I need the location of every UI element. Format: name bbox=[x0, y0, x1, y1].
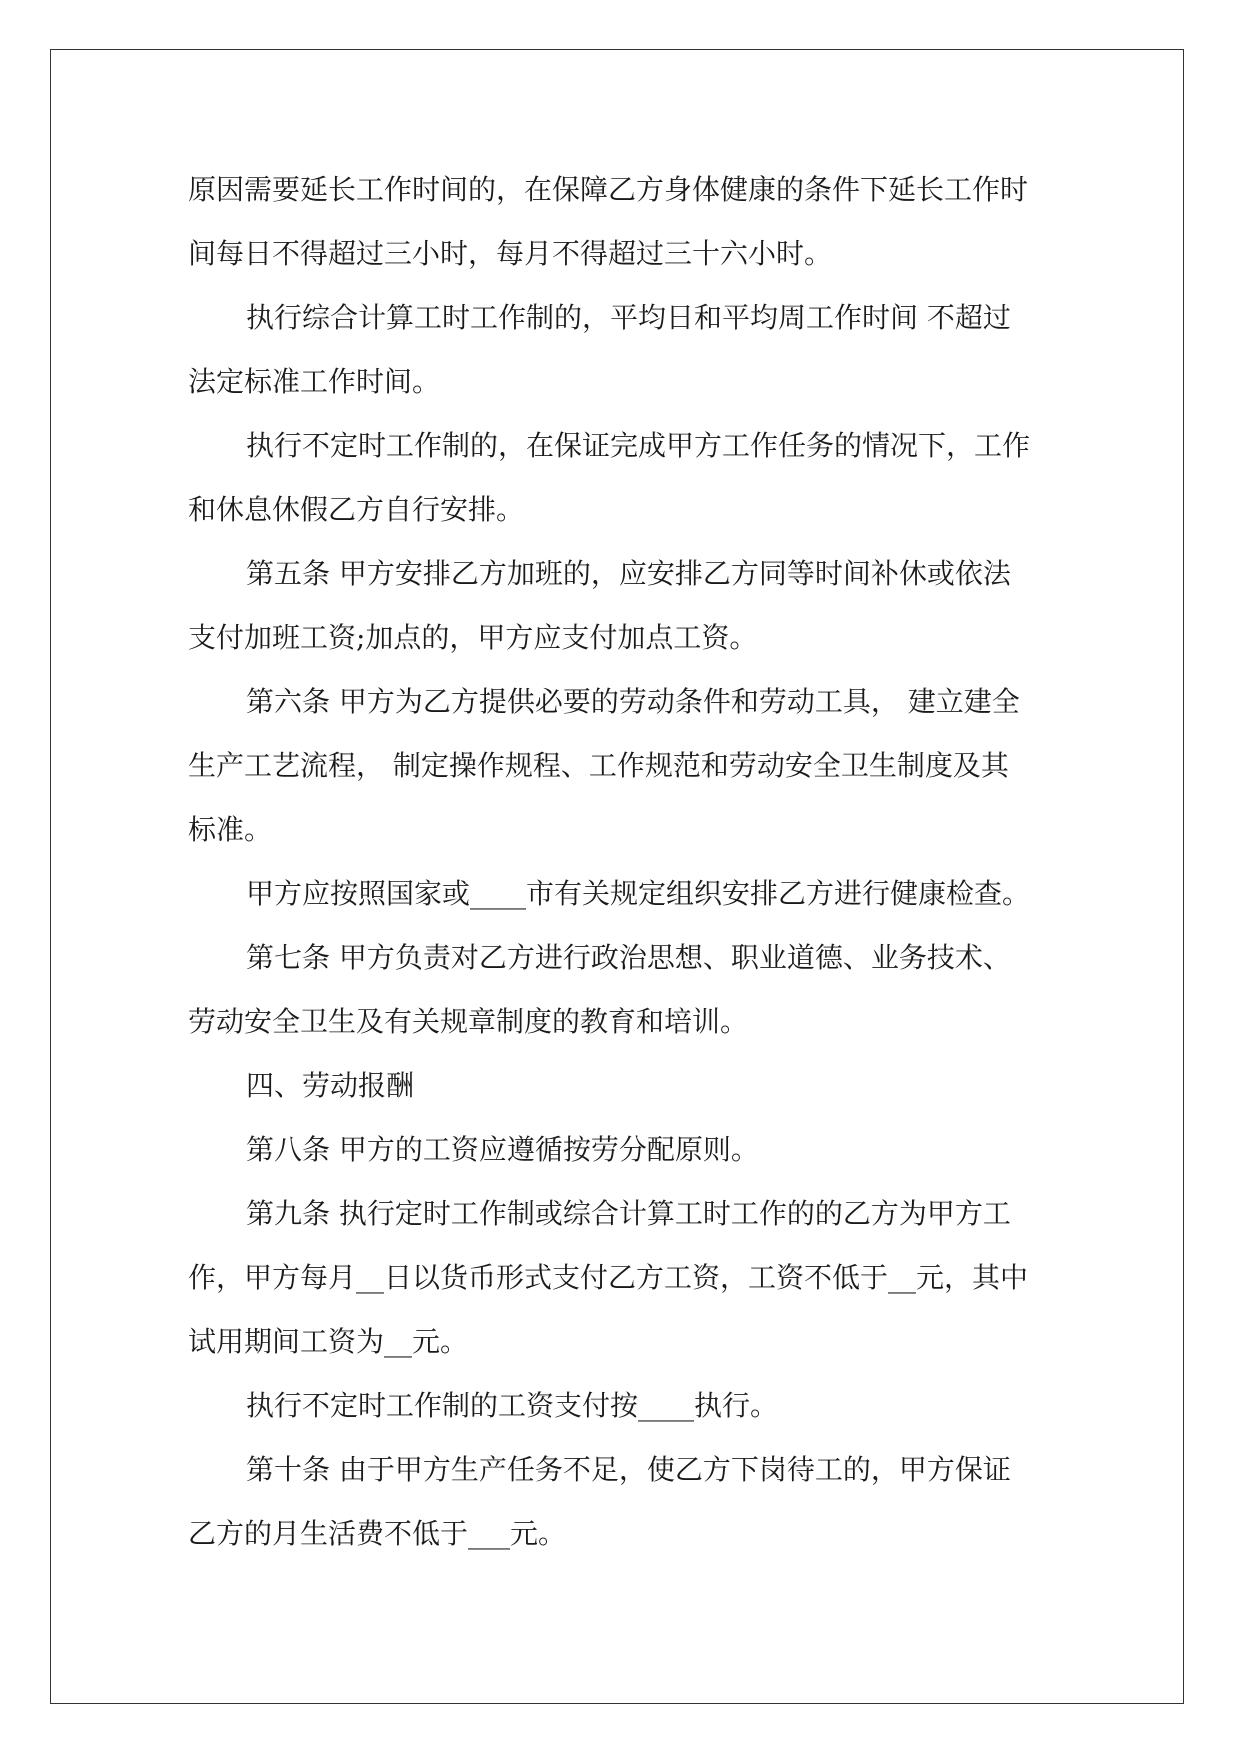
paragraph-article-6 bbox=[188, 670, 1048, 862]
text-line: 执行不定时工作制的，在保证完成甲方工作任务的情况下，工作 bbox=[246, 429, 1031, 462]
text-line: 甲方应按照国家或____市有关规定组织安排乙方进行健康检查。 bbox=[246, 877, 1031, 910]
paragraph-article-7 bbox=[188, 926, 1048, 1054]
text-line: 法定标准工作时间。 bbox=[188, 365, 441, 398]
paragraph-article-9 bbox=[188, 1182, 1048, 1374]
text-line: 第九条 执行定时工作制或综合计算工时工作的的乙方为甲方工 bbox=[246, 1197, 1011, 1230]
paragraph-flexible-wage bbox=[188, 1374, 1048, 1438]
text-line: 劳动安全卫生及有关规章制度的教育和培训。 bbox=[188, 1005, 749, 1038]
text-line: 试用期间工资为__元。 bbox=[188, 1325, 469, 1358]
section-heading: 四、劳动报酬 bbox=[246, 1069, 415, 1102]
text-line: 支付加班工资;加点的，甲方应支付加点工资。 bbox=[188, 621, 758, 654]
text-line: 第十条 由于甲方生产任务不足，使乙方下岗待工的，甲方保证 bbox=[246, 1453, 1011, 1486]
paragraph-health-check bbox=[188, 862, 1048, 926]
paragraph-overtime-limit bbox=[188, 158, 1048, 286]
text-line: 第五条 甲方安排乙方加班的，应安排乙方同等时间补休或依法 bbox=[246, 557, 1011, 590]
text-line: 和休息休假乙方自行安排。 bbox=[188, 493, 525, 526]
text-line: 执行综合计算工时工作制的，平均日和平均周工作时间 不超过 bbox=[246, 301, 1011, 334]
text-line: 原因需要延长工作时间的，在保障乙方身体健康的条件下延长工作时 bbox=[188, 173, 1029, 206]
text-line: 第六条 甲方为乙方提供必要的劳动条件和劳动工具， 建立建全 bbox=[246, 685, 1020, 718]
paragraph-article-10 bbox=[188, 1438, 1048, 1566]
text-line: 执行不定时工作制的工资支付按____执行。 bbox=[246, 1389, 779, 1422]
section-heading-remuneration bbox=[188, 1054, 1048, 1118]
text-line: 间每日不得超过三小时，每月不得超过三十六小时。 bbox=[188, 237, 833, 270]
text-line: 第七条 甲方负责对乙方进行政治思想、职业道德、业务技术、 bbox=[246, 941, 1011, 974]
paragraph-article-8 bbox=[188, 1118, 1048, 1182]
paragraph-flexible-hours bbox=[188, 414, 1048, 542]
paragraph-article-5 bbox=[188, 542, 1048, 670]
text-line: 第八条 甲方的工资应遵循按劳分配原则。 bbox=[246, 1133, 759, 1166]
text-line: 标准。 bbox=[188, 813, 273, 846]
text-line: 生产工艺流程， 制定操作规程、工作规范和劳动安全卫生制度及其 bbox=[188, 749, 1009, 782]
paragraph-comprehensive-hours bbox=[188, 286, 1048, 414]
text-line: 乙方的月生活费不低于___元。 bbox=[188, 1517, 567, 1550]
document-body bbox=[188, 158, 1048, 1566]
text-line: 作，甲方每月__日以货币形式支付乙方工资，工资不低于__元，其中 bbox=[188, 1261, 1029, 1294]
